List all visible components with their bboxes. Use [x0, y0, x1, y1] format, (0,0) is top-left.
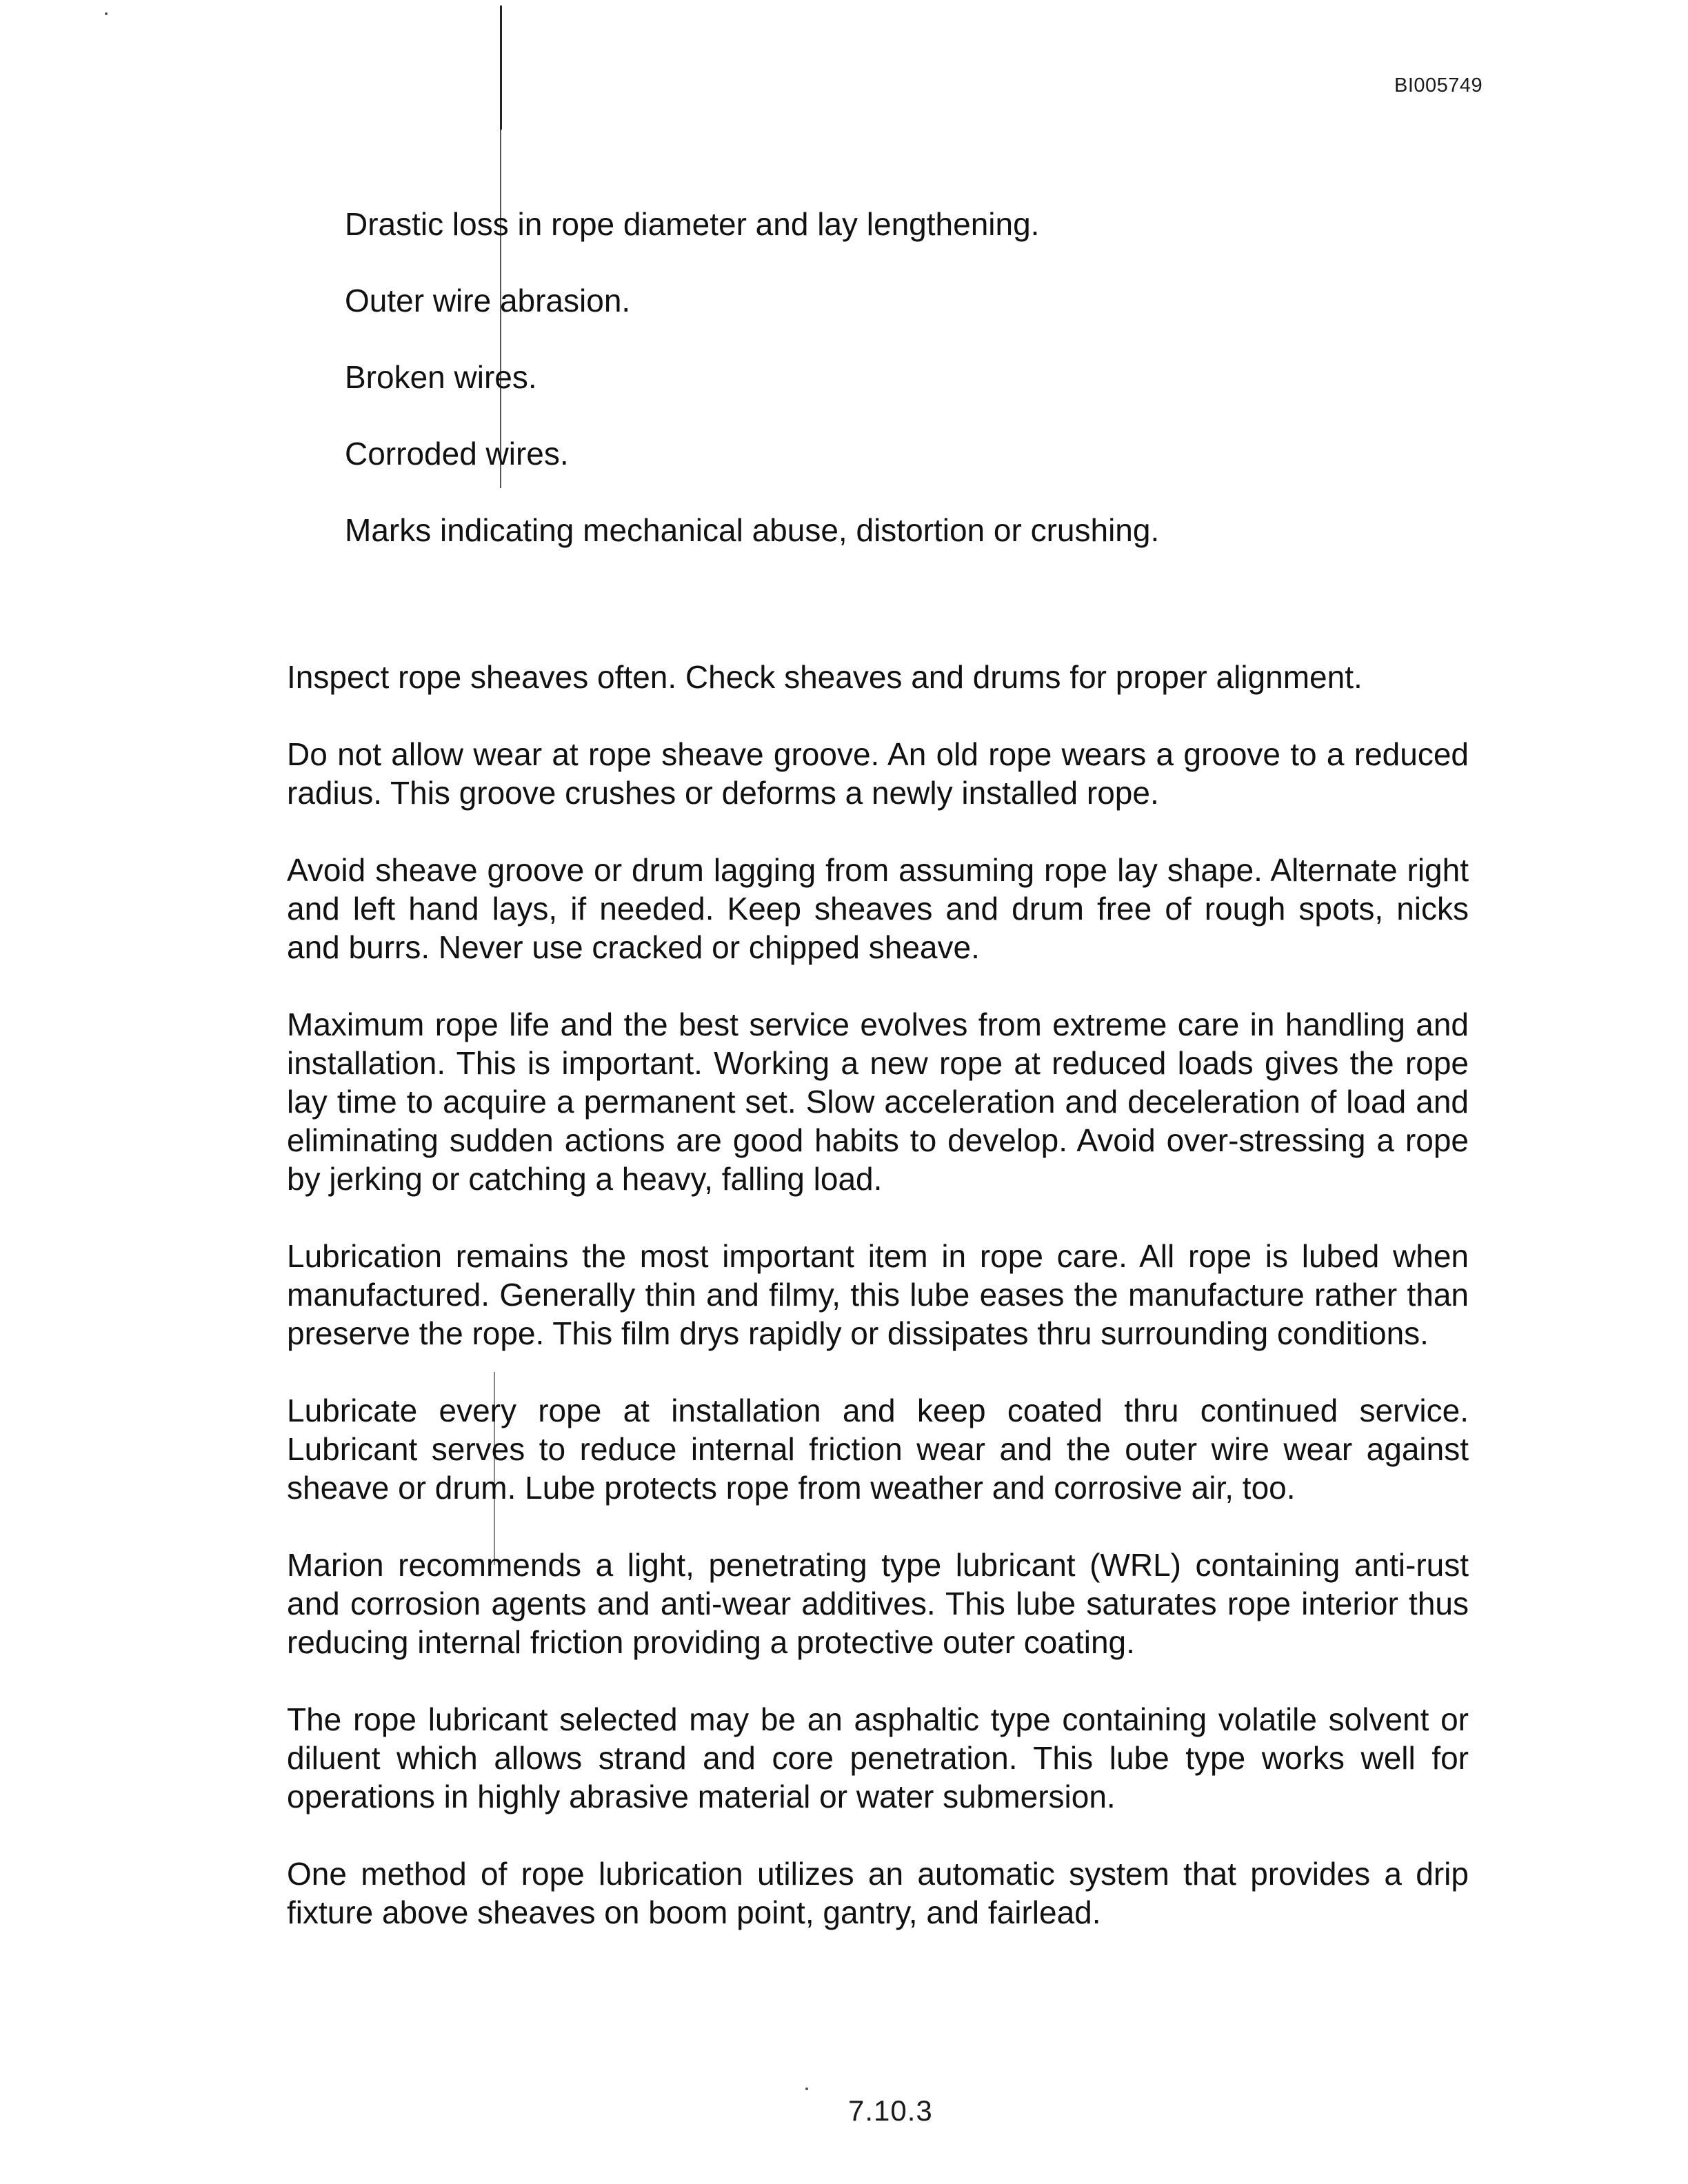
list-item: Broken wires. [345, 359, 537, 395]
paragraph: Maximum rope life and the best service evolves from extreme care in handling and installation. This is important. Working a new rope at reduced loads gives the rope lay time to acquire a permanent set. Slow acceleration and deceleration of load and eliminating sudden actions are good habits to develop. Avoid over-stressing a rope by jerking or catching a heavy, falling load. [287, 1007, 1469, 1197]
scan-artifact-line [500, 6, 502, 130]
document-id: BI005749 [1394, 74, 1483, 97]
list-item: Marks indicating mechanical abuse, distortion or crushing. [345, 512, 1160, 548]
page-number: 7.10.3 [848, 2094, 933, 2127]
paragraph: Inspect rope sheaves often. Check sheaves and drums for proper alignment. [287, 659, 1363, 695]
paragraph: Marion recommends a light, penetrating type lubricant (WRL) containing anti-rust and corrosion agents and anti-wear additives. This lube saturates rope interior thus reducing internal friction providing a protective outer coating. [287, 1547, 1469, 1660]
paragraph: One method of rope lubrication utilizes an automatic system that provides a drip fixture above sheaves on boom point, gantry, and fairlead. [287, 1856, 1469, 1930]
paragraph: Do not allow wear at rope sheave groove. An old rope wears a groove to a reduced radius. This groove crushes or deforms a newly installed rope. [287, 736, 1469, 811]
list-item: Corroded wires. [345, 436, 569, 472]
scan-speck [105, 12, 108, 15]
list-item: Drastic loss in rope diameter and lay lengthening. [345, 206, 1040, 242]
paragraph: Lubrication remains the most important item in rope care. All rope is lubed when manufactured. Generally thin and filmy, this lube eases the manufacture rather than preserve the rope. This film drys rapidly or dissipates thru surrounding conditions. [287, 1238, 1469, 1351]
scan-speck [805, 2087, 808, 2090]
paragraph: Lubricate every rope at installation and keep coated thru continued service. Lubricant serves to reduce internal friction wear and the outer wire wear against sheave or drum. Lube protects rope from weather and corrosive air, too. [287, 1393, 1469, 1506]
list-item: Outer wire abrasion. [345, 283, 631, 318]
inspection-criteria-list [345, 204, 1517, 587]
paragraph: Avoid sheave groove or drum lagging from assuming rope lay shape. Alternate right and left hand lays, if needed. Keep sheaves and drum free of rough spots, nicks and burrs. Never use cracked or chipped sheave. [287, 852, 1469, 965]
body-text [287, 658, 1469, 1970]
paragraph: The rope lubricant selected may be an asphaltic type containing volatile solvent or diluent which allows strand and core penetration. This lube type works well for operations in highly abrasive material or water submersion. [287, 1701, 1469, 1814]
